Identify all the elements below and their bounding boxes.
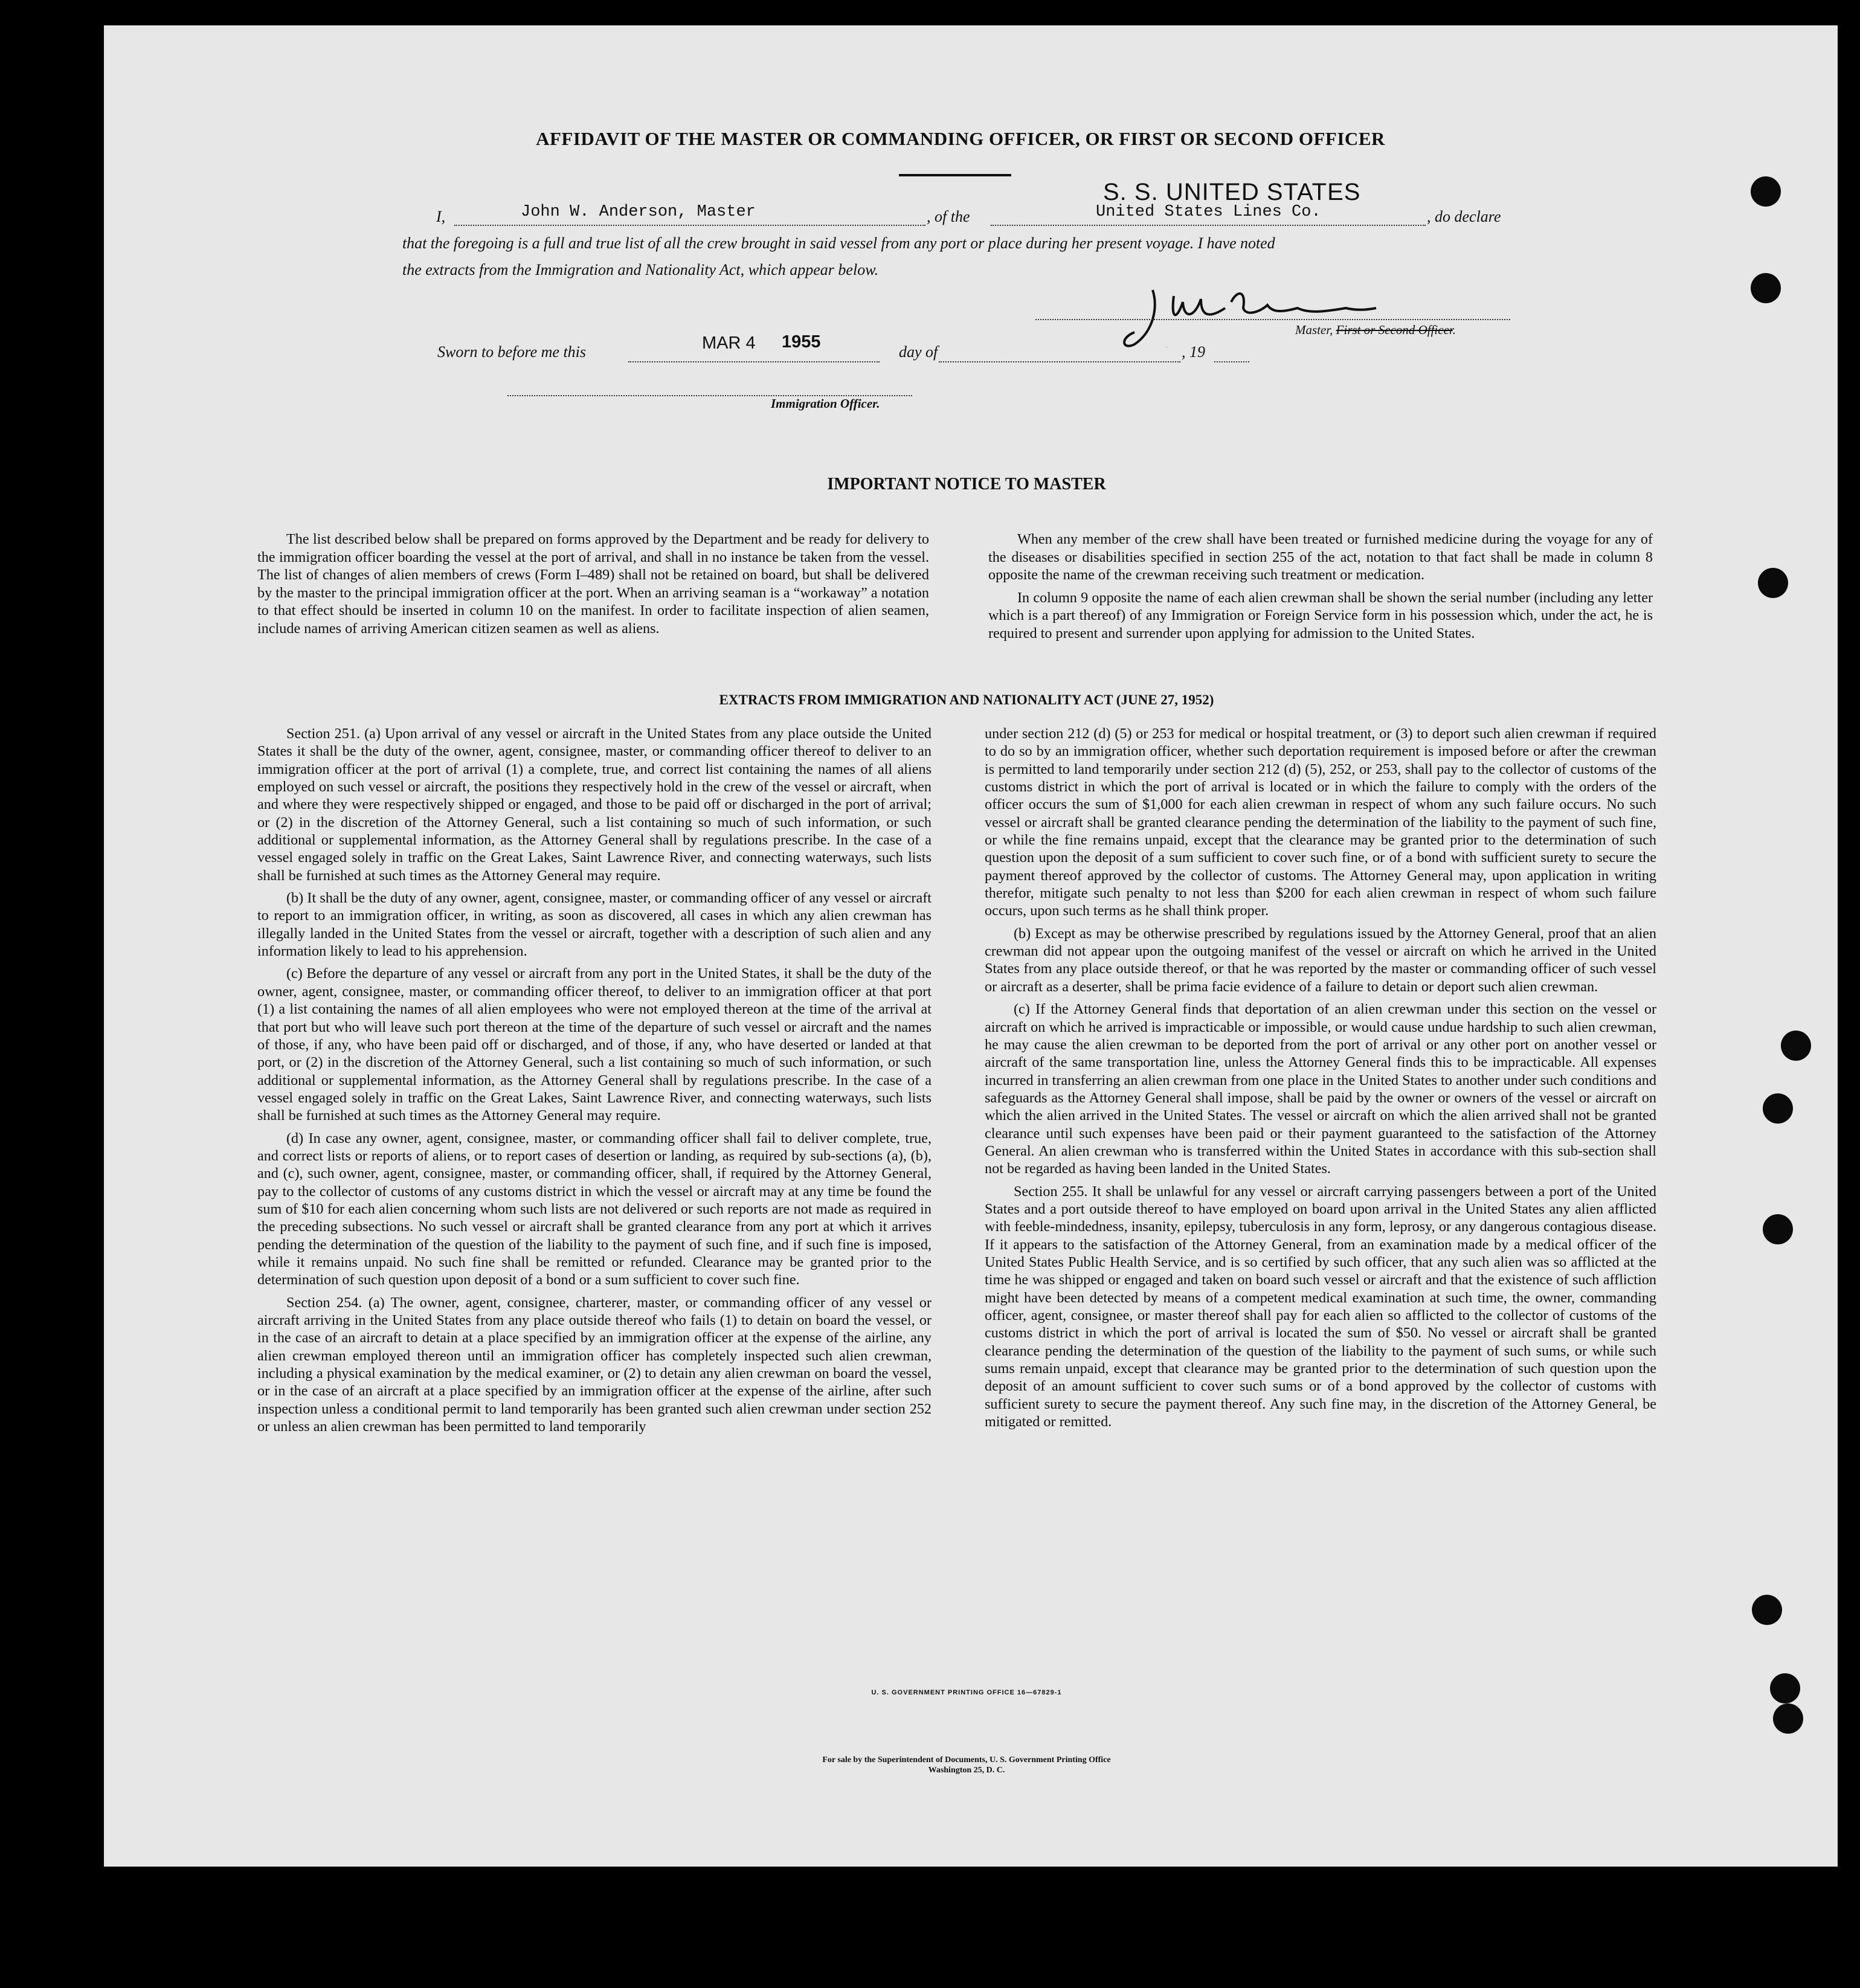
punch-hole bbox=[1763, 1214, 1793, 1244]
notice-left-paragraph: The list described below shall be prepared on forms approved by the Department and be ready for delivery to the immigration officer boarding the vessel at the port of arrival, and shall in no instance be taken from the vessel. The list of changes of alien members of crews (Form I–489) shall not be retained on board, but shall be delivered by the master to the principal immigration officer at the port. When an arriving seaman is a “workaway” a notation to that effect should be inserted in column 10 on the manifest. In order to facilitate inspection of alien seamen, include names of arriving American citizen seamen as well as aliens. bbox=[257, 531, 929, 637]
month-line bbox=[939, 344, 1180, 362]
extracts-left-column bbox=[257, 725, 932, 1440]
extract-paragraph: Section 254. (a) The owner, agent, consignee, charterer, master, or commanding officer of any vessel or aircraft arriving in the United States from any place outside thereof who fails (1) to detain on board the vessel, or in the case of an aircraft to detain at a place specified by an immigration officer at the expense of the airline, any alien crewman employed thereon until an immigration officer has completely inspected such alien crewman, including a physical examination by the medical examiner, or (2) to detain any alien crewman on board the vessel, or in the case of an aircraft at a place specified by an immigration officer at the expense of the airline, after such inspection unless a conditional permit to land temporarily has been granted such alien crewman under section 252 or unless an alien crewman has been permitted to land temporarily bbox=[257, 1294, 932, 1435]
notice-right-paragraph-1: When any member of the crew shall have been treated or furnished medicine during the voyage for any of the diseases or disabilities specified in section 255 of the act, notation to that fact shall be made in column 8 opposite the name of the crewman receiving such treatment or medication. bbox=[988, 531, 1653, 584]
sworn-year-stamp: 1955 bbox=[782, 332, 821, 352]
punch-hole bbox=[1770, 1673, 1800, 1703]
extracts-title: EXTRACTS FROM IMMIGRATION AND NATIONALITY ACT (JUNE 27, 1952) bbox=[719, 692, 1214, 707]
notice-title: IMPORTANT NOTICE TO MASTER bbox=[827, 475, 1106, 494]
extract-paragraph: (c) If the Attorney General finds that deportation of an alien crewman under this section on the vessel or aircraft on which he arrived is impracticable or impossible, or would cause undue hardship to such alien crewman, he may cause the alien crewman to be deported from the port of arrival or any other port on another vessel or aircraft of the same transportation line, unless the Attorney General finds this to be impracticable. All expenses incurred in transferring an alien crewman from one place in the United States to another under such conditions and safeguards as the Attorney General shall impose, shall be paid by the owner or owners of the vessel or aircraft on which the alien arrived in the United States. The vessel or aircraft on which the alien arrived shall not be granted clearance until such expenses have been paid or their payment guaranteed to the satisfaction of the Attorney General. An alien crewman who is transferred within the United States in accordance with this sub-section shall not be regarded as having been landed in the United States. bbox=[985, 1001, 1656, 1177]
do-declare-label: , do declare bbox=[1427, 208, 1501, 225]
extract-paragraph: (b) It shall be the duty of any owner, agent, consignee, master, or commanding officer of any vessel or aircraft to report to an immigration officer, in writing, as soon as discovered, all cases in which any alien crewman has illegally landed in the United States from the vessel or aircraft, together with a description of such alien and any information likely to lead to his apprehension. bbox=[257, 890, 932, 960]
sale-notice bbox=[628, 1755, 1305, 1775]
immigration-officer-line bbox=[507, 378, 912, 396]
affidavit-line-3: the extracts from the Immigration and Nationality Act, which appear below. bbox=[402, 261, 879, 278]
immigration-officer-label: Immigration Officer. bbox=[771, 396, 880, 411]
title-rule bbox=[899, 174, 1011, 176]
sale-line-1: For sale by the Superintendent of Documents, U. S. Government Printing Office bbox=[822, 1755, 1111, 1764]
signature-label bbox=[1295, 323, 1456, 338]
extract-paragraph: under section 212 (d) (5) or 253 for medical or hospital treatment, or (3) to deport such alien crewman if required to do so by an immigration officer, whether such deportation requirement is imposed before or after the crewman is permitted to land temporarily under section 212 (d) (5), 252, or 253, shall pay to the collector of customs of the customs district in which the port of arrival is located or in which the failure to comply with the orders of the officer occurs the sum of $1,000 for each alien crewman in respect of whom any such failure occurs. No such vessel or aircraft shall be granted clearance pending the determination of the liability to the payment of such fine, or while the fine remains unpaid, except that the clearance may be granted prior to the determination of such question upon the deposit of a sum sufficient to cover such fine, or of a bond with sufficient surety to secure the payment thereof approved by the collector of customs. The Attorney General may, upon application in writing therefor, mitigate such penalty to not less than $200 for each alien crewman in respect of whom such failure occurs, upon such terms as he shall think proper. bbox=[985, 725, 1656, 919]
extract-paragraph: (b) Except as may be otherwise prescribed by regulations issued by the Attorney General, proof that an alien crewman did not appear upon the outgoing manifest of the vessel or aircraft on which he arrived in the United States from any place outside thereof, or that he was reported by the master or commanding officer of such vessel or aircraft as a deserter, shall be prima facie evidence of a failure to detain or deport such alien crewman. bbox=[985, 925, 1656, 995]
extract-paragraph: (c) Before the departure of any vessel or aircraft from any port in the United States, it shall be the duty of the owner, agent, consignee, master, or commanding officer thereof, to deliver to an immigration officer at that port (1) a list containing the names of all alien employees who were not employed thereon at the time of the arrival at that port but who will leave such port thereon at the time of the departure of such vessel or aircraft and the names of those, if any, who have been paid off or discharged, and of those, if any, who have deserted or landed at that port, or (2) in the discretion of the Attorney General, such a list containing so much of such information, or such additional or supplemental information, as the Attorney General shall by regulations prescribe. In the case of a vessel engaged solely in traffic on the Great Lakes, Saint Lawrence River, and connecting waterways, such lists shall be furnished at such times as the Attorney General may require. bbox=[257, 965, 932, 1124]
vessel-line: United States Lines Co. bbox=[1096, 203, 1321, 221]
signature-label-suffix: . bbox=[1452, 323, 1456, 337]
notice-left-column bbox=[257, 530, 929, 643]
extract-paragraph: (d) In case any owner, agent, consignee, master, or commanding officer shall fail to deliver complete, true, and correct lists or reports of aliens, or to report cases of desertion or landing, as required by sub-sections (a), (b), and (c), such owner, agent, consignee, master, or commanding officer, shall, if required by the Attorney General, pay to the collector of customs of any customs district in which the vessel or aircraft may at any time be found the sum of $10 for each alien concerning whom such lists are not delivered or such reports are not made as required in the preceding subsections. No such vessel or aircraft shall be granted clearance from any port at which it arrives pending the determination of the question of the liability to the payment of such fine, and if such fine is imposed, while it remains unpaid. No such fine shall be remitted or refunded. Clearance may be granted prior to the determination of such question upon deposit of a bond or a sum sufficient to cover such fine. bbox=[257, 1130, 932, 1288]
signature-text: J W Anderson bbox=[1165, 347, 1168, 348]
punch-hole bbox=[1758, 568, 1788, 598]
extract-paragraph: Section 255. It shall be unlawful for any vessel or aircraft carrying passengers between a port of the United States and a port outside thereof to have employed on board upon arrival in the United States any alien afflicted with feeble-mindedness, insanity, epilepsy, tuberculosis in any form, leprosy, or any dangerous contagious disease. If it appears to the satisfaction of the Attorney General, from an examination made by a medical officer of the United States Public Health Service, and is so certified by such officer, that any such alien was so afflicted at the time he was shipped or engaged and taken on board such vessel or aircraft and that the existence of such affliction might have been detected by means of a competent medical examination at such time, the owner, commanding officer, agent, consignee, or master thereof shall pay for each alien so afflicted to the collector of customs of the customs district in which the port of arrival is located the sum of $50. No vessel or aircraft shall be granted clearance pending the determination of the question of the liability to the payment of such sums, or while such sums remain unpaid, except that clearance may be granted prior to the determination of such question upon the deposit of an amount sufficient to cover such sums or of a bond approved by the collector of customs with sufficient surety to secure the payment thereof. Any such fine may, in the discretion of the Attorney General, be mitigated or remitted. bbox=[985, 1183, 1656, 1430]
affidavit-title: AFFIDAVIT OF THE MASTER OR COMMANDING OFFICER, OR FIRST OR SECOND OFFICER bbox=[536, 128, 1385, 149]
sale-line-2: Washington 25, D. C. bbox=[928, 1766, 1005, 1775]
punch-hole bbox=[1781, 1031, 1811, 1061]
master-name: John W. Anderson, Master bbox=[521, 203, 756, 221]
extract-paragraph: Section 251. (a) Upon arrival of any vessel or aircraft in the United States from any place outside the United States it shall be the duty of the owner, agent, consignee, master, or commanding officer thereof to deliver to an immigration officer at the port of arrival (1) a complete, true, and correct list containing the names of all aliens employed on such vessel or aircraft, the positions they respectively hold in the crew of the vessel or aircraft, when and where they were respectively shipped or engaged, and those to be paid off or discharged in the port of arrival; or (2) in the discretion of the Attorney General, such a list containing so much of such information, or such additional or supplemental information, as the Attorney General shall by regulations prescribe. In the case of a vessel engaged solely in traffic on the Great Lakes, Saint Lawrence River, and connecting waterways, such lists shall be furnished at such times as the Attorney General may require. bbox=[257, 725, 932, 884]
notice-right-column bbox=[988, 530, 1653, 648]
signature-line bbox=[1035, 302, 1510, 320]
of-the-label: , of the bbox=[927, 208, 970, 225]
extracts-right-column bbox=[985, 725, 1656, 1435]
i-label: I, bbox=[436, 208, 446, 225]
punch-hole bbox=[1773, 1703, 1803, 1734]
sworn-date-stamp: MAR 4 bbox=[702, 333, 756, 353]
punch-hole bbox=[1751, 273, 1781, 303]
year-label: , 19 bbox=[1182, 343, 1205, 361]
signature-label-struck: First or Second Officer bbox=[1336, 323, 1453, 337]
vessel-stamp: S. S. UNITED STATES bbox=[1103, 179, 1361, 205]
printing-office-imprint: U. S. GOVERNMENT PRINTING OFFICE 16—67829-1 bbox=[871, 1689, 1062, 1696]
affidavit-line-2: that the foregoing is a full and true list of all the crew brought in said vessel from any port or place during her present voyage. I have noted bbox=[402, 234, 1275, 252]
punch-hole bbox=[1751, 176, 1781, 207]
signature-label-prefix: Master, bbox=[1295, 323, 1336, 337]
day-of-label: day of bbox=[899, 343, 938, 361]
year-line bbox=[1214, 344, 1249, 362]
punch-hole bbox=[1752, 1595, 1782, 1625]
punch-hole bbox=[1763, 1093, 1793, 1124]
sworn-label: Sworn to before me this bbox=[437, 343, 587, 361]
notice-right-paragraph-2: In column 9 opposite the name of each alien crewman shall be shown the serial number (including any letter which is a part thereof) of any Immigration or Foreign Service form in his possession which, under the act, he is required to present and surrender upon applying for admission to the United States. bbox=[988, 589, 1653, 642]
